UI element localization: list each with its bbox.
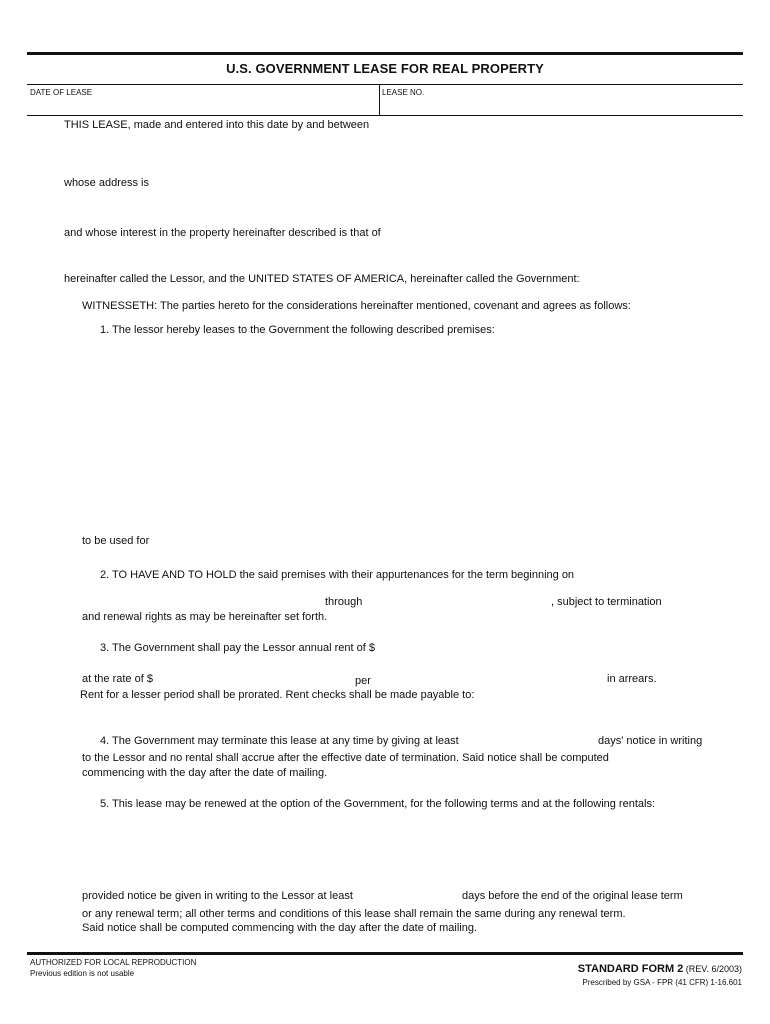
renewal-days-field[interactable] xyxy=(366,890,456,904)
interest-field[interactable] xyxy=(64,245,734,265)
intro-text: THIS LEASE, made and entered into this date by and between xyxy=(64,119,370,131)
provided-notice-text: provided notice be given in writing to the Lessor at least xyxy=(82,890,353,902)
authorized-reproduction-text: AUTHORIZED FOR LOCAL REPRODUCTION xyxy=(30,958,197,967)
rate-field[interactable] xyxy=(158,673,348,687)
term-end-field[interactable] xyxy=(372,596,548,610)
lease-no-label: LEASE NO. xyxy=(382,88,425,97)
termination-days-field[interactable] xyxy=(478,735,592,749)
form-name: STANDARD FORM 2 xyxy=(577,963,684,975)
annual-rent-field[interactable] xyxy=(388,642,734,656)
renewal-line-3: Said notice shall be computed commencing with the day after the date of mailing. xyxy=(82,922,478,934)
subject-to-termination-text: , subject to termination xyxy=(551,596,662,608)
clause-4-text: 4. The Government may terminate this lease at any time by giving at least xyxy=(100,735,459,747)
previous-edition-text: Previous edition is not usable xyxy=(30,969,135,978)
clause-1-text: 1. The lessor hereby leases to the Government the following described premises: xyxy=(100,324,495,336)
per-label: per xyxy=(355,675,371,687)
lease-no-field[interactable] xyxy=(383,99,738,113)
clause-4-line-2: to the Lessor and no rental shall accrue after the effective date of termination. Said notice shall be computed xyxy=(82,752,609,764)
witnesseth-text: WITNESSETH: The parties hereto for the considerations hereinafter mentioned, covenant and agrees as follows: xyxy=(82,300,631,312)
prorated-text: Rent for a lesser period shall be prorated. Rent checks shall be made payable to: xyxy=(80,689,475,701)
form-title: U.S. GOVERNMENT LEASE FOR REAL PROPERTY xyxy=(226,61,544,76)
renewal-terms-field[interactable] xyxy=(82,816,734,884)
parties-field[interactable] xyxy=(64,135,734,173)
term-start-field[interactable] xyxy=(82,596,318,610)
address-label: whose address is xyxy=(64,177,149,189)
used-for-label: to be used for xyxy=(82,535,150,547)
in-arrears-text: in arrears. xyxy=(607,673,657,685)
date-of-lease-field[interactable] xyxy=(30,99,375,113)
days-notice-text: days' notice in writing xyxy=(598,735,703,747)
premises-description-field[interactable] xyxy=(82,342,734,527)
lessor-text: hereinafter called the Lessor, and the UNITED STATES OF AMERICA, hereinafter called the Government: xyxy=(64,273,580,285)
per-period-field[interactable] xyxy=(378,673,600,687)
through-label: through xyxy=(325,596,363,608)
used-for-field[interactable] xyxy=(160,535,734,549)
renewal-line-2: or any renewal term; all other terms and conditions of this lease shall remain the same during any renewal term. xyxy=(82,908,626,920)
address-field[interactable] xyxy=(64,193,734,223)
payee-field[interactable] xyxy=(80,705,734,731)
form-designation xyxy=(578,963,742,975)
clause-3-text: 3. The Government shall pay the Lessor annual rent of $ xyxy=(100,642,375,654)
clause-5-text: 5. This lease may be renewed at the option of the Government, for the following terms and at the following rentals: xyxy=(100,798,655,810)
clause-4-line-3: commencing with the day after the date of mailing. xyxy=(82,767,328,779)
clause-2-renewal-text: and renewal rights as may be hereinafter set forth. xyxy=(82,611,328,623)
top-rule xyxy=(27,52,743,55)
interest-label: and whose interest in the property hereinafter described is that of xyxy=(64,227,381,239)
date-of-lease-label: DATE OF LEASE xyxy=(30,88,93,97)
prescribed-by-text: Prescribed by GSA - FPR (41 CFR) 1-16.601 xyxy=(582,978,742,987)
form-revision: (REV. 6/2003) xyxy=(683,964,742,974)
header-divider xyxy=(379,85,380,115)
days-before-text: days before the end of the original lease term xyxy=(462,890,683,902)
footer-rule xyxy=(27,952,743,955)
clause-2-text: 2. TO HAVE AND TO HOLD the said premises with their appurtenances for the term beginning on xyxy=(100,569,575,581)
title-rule xyxy=(27,84,743,85)
header-bottom-rule xyxy=(27,115,743,116)
rate-label: at the rate of $ xyxy=(82,673,153,685)
